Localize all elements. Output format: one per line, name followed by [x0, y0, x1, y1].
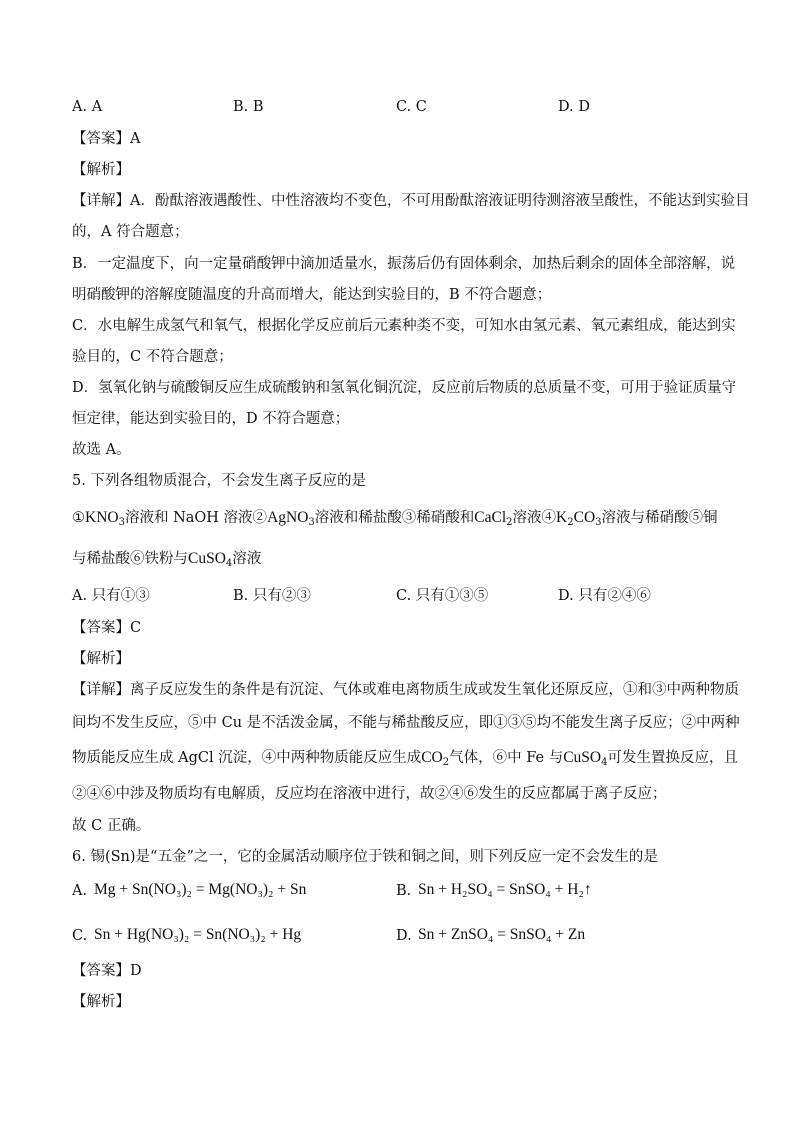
text-segment: 与稀盐酸⑥铁粉与: [72, 551, 188, 567]
q5-detail-line-1: [72, 679, 739, 701]
subscript: 2: [442, 757, 450, 768]
q4-line-7: D．氢氧化钠与硫酸铜反应生成硫酸钠和氢氧化铜沉淀，反应前后物质的总质量不变，可用于验证质量守: [72, 380, 737, 396]
formula-co2: CO: [421, 749, 443, 766]
q6-stem: 6. 锡(Sn)是“五金”之一，它的金属活动顺序位于铁和铜之间，则下列反应一定不会发生的是: [72, 849, 658, 865]
subscript: 3: [118, 517, 125, 528]
q4-line-3: B．一定温度下，向一定量硝酸钾中滴加适量水，振荡后仍有固体剩余，加热后剩余的固体全部溶解，说: [72, 256, 736, 272]
subscript: 4: [225, 558, 233, 569]
q4-answer: [72, 128, 140, 150]
q5-answer: [72, 617, 141, 639]
q4-analysis-label: 【解析】: [72, 162, 130, 178]
q4-line-5: C．水电解生成氢气和氧气，根据化学反应前后元素种类不变，可知水由氢元素、氧元素组成，能达到实: [72, 318, 736, 334]
q6-option-d-label: D.: [396, 928, 412, 944]
detail-label: 【详解】: [72, 193, 130, 209]
q6-option-b-label: B.: [396, 883, 412, 899]
text-segment: 溶液: [232, 551, 262, 567]
text-segment: 溶液和稀盐酸③稀硝酸和: [314, 510, 475, 526]
answer-label: 【答案】: [72, 963, 130, 979]
text-segment: 溶液和 NaOH 溶液②: [124, 510, 268, 526]
formula-kno3: KNO: [85, 509, 119, 526]
q4-line-6: 验目的，C 不符合题意；: [72, 349, 233, 365]
subscript: 3: [595, 517, 602, 528]
q4-line-2: 的，A 符合题意；: [72, 224, 189, 240]
q5-items-line-1: [72, 507, 718, 529]
q5-analysis-label: 【解析】: [72, 651, 130, 667]
q4-line-4: 明硝酸钾的溶解度随温度的升高而增大，能达到实验目的，B 不符合题意；: [72, 287, 552, 303]
formula-cuso4: CuSO: [563, 749, 602, 766]
q6-option-b-equation: Sn + H₂SO₄ = SnSO₄ + H₂↑: [418, 881, 592, 898]
q6-answer: [72, 960, 142, 982]
subscript: 4: [601, 757, 608, 768]
subscript: 2: [506, 517, 513, 528]
text-segment: 气体，⑥中 Fe 与: [449, 750, 564, 766]
q5-option-b: B. 只有②③: [233, 588, 311, 604]
prev-option-a: A. A: [72, 99, 103, 115]
answer-value: A: [130, 131, 141, 147]
text-segment: 溶液④: [512, 510, 557, 526]
q6-option-a-label: A.: [72, 883, 88, 899]
q6-option-c-equation: Sn + Hg(NO₃)₂ = Sn(NO₃)₂ + Hg: [94, 926, 302, 943]
q5-option-c: C. 只有①③⑤: [396, 588, 489, 604]
q5-option-a: A. 只有①③: [72, 588, 150, 604]
q4-detail-line: [72, 190, 749, 212]
q5-detail-line-3: [72, 747, 738, 769]
answer-value: C: [130, 620, 142, 636]
detail-label: 【详解】: [72, 682, 130, 698]
q4-line-1: A．酚酞溶液遇酸性、中性溶液均不变色，不可用酚酞溶液证明待测溶液呈酸性，不能达到实验目: [130, 193, 750, 209]
formula-cacl2: CaCl: [474, 509, 507, 526]
q6-analysis-label: 【解析】: [72, 994, 130, 1010]
text-segment: 物质能反应生成 AgCl 沉淀，④中两种物质能反应生成: [72, 750, 422, 766]
formula-cuso4: CuSO: [188, 550, 226, 567]
prev-option-c: C. C: [396, 99, 427, 115]
formula-k2co3-co: CO: [573, 509, 596, 526]
q6-option-a-equation: Mg + Sn(NO₃)₂ = Mg(NO₃)₂ + Sn: [94, 881, 307, 898]
q4-line-9: 故选 A。: [72, 442, 131, 458]
text-segment: 溶液与稀硝酸⑤铜: [601, 510, 718, 526]
q5-detail-line-5: 故 C 正确。: [72, 818, 151, 834]
subscript: 3: [308, 517, 315, 528]
q4-line-8: 恒定律，能达到实验目的，D 不符合题意；: [72, 411, 350, 427]
q6-option-d-equation: Sn + ZnSO₄ = SnSO₄ + Zn: [418, 926, 586, 943]
prev-option-b: B. B: [233, 99, 264, 115]
formula-agno3: AgNO: [267, 509, 309, 526]
circle-num-1: ①: [72, 510, 85, 526]
prev-option-d: D. D: [558, 99, 590, 115]
formula-k2co3: K: [556, 509, 568, 526]
q5-detail-line-4: ②④⑥中涉及物质均有电解质，反应均在溶液中进行，故②④⑥发生的反应都属于离子反应；: [72, 786, 667, 802]
q5-items-line-2: [72, 548, 261, 570]
q6-option-c-label: C.: [72, 928, 88, 944]
text-segment: 可发生置换反应，且: [607, 750, 738, 766]
q5-detail-line-2: 间均不发生反应，⑤中 Cu 是不活泼金属，不能与稀盐酸反应，即①③⑤均不能发生离子反应；②中两种: [72, 715, 740, 731]
answer-label: 【答案】: [72, 620, 130, 636]
q5-stem: 5. 下列各组物质混合，不会发生离子反应的是: [72, 473, 366, 489]
answer-value: D: [130, 963, 142, 979]
text-segment: 离子反应发生的条件是有沉淀、气体或难电离物质生成或发生氧化还原反应，①和③中两种物质: [130, 682, 739, 698]
q5-option-d: D. 只有②④⑥: [558, 588, 651, 604]
subscript: 2: [567, 517, 574, 528]
answer-label: 【答案】: [72, 131, 130, 147]
